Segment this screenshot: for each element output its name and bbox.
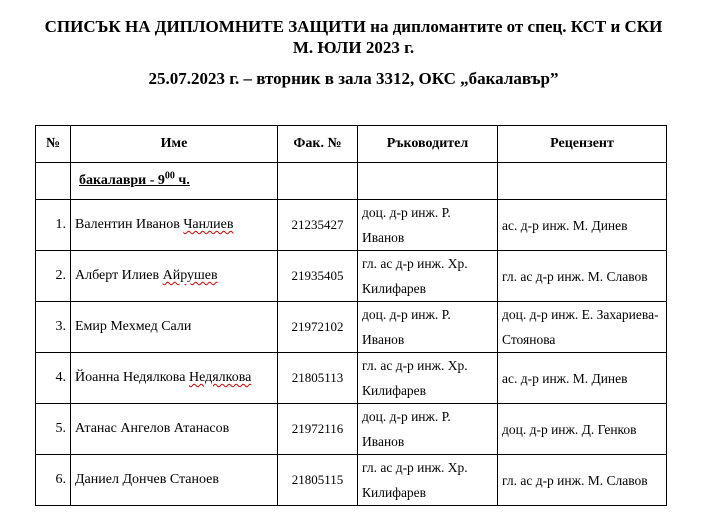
session-date-location: 25.07.2023 г. – вторник в зала 3312, ОКС „бакалавър” <box>148 69 559 88</box>
column-header-reviewer: Рецензент <box>498 126 667 163</box>
faculty-number: 21972116 <box>278 404 358 455</box>
column-header-number: № <box>36 126 71 163</box>
column-header-name: Име <box>71 126 278 163</box>
reviewer: ас. д-р инж. М. Динев <box>498 353 667 404</box>
supervisor: доц. д-р инж. Р. Иванов <box>358 200 498 251</box>
group-empty-cell <box>278 163 358 200</box>
table-row <box>36 455 667 506</box>
table-row <box>36 200 667 251</box>
supervisor: гл. ас д-р инж. Хр. Килифарев <box>358 353 498 404</box>
student-name-text: Йоанна Недялкова <box>75 370 189 385</box>
group-time-minutes: 00 <box>164 170 175 182</box>
student-name-text: Валентин Иванов <box>75 217 184 232</box>
group-empty-cell <box>358 163 498 200</box>
student-name-text: Атанас Ангелов Атанасов <box>75 421 230 436</box>
group-empty-cell <box>36 163 71 200</box>
supervisor: доц. д-р инж. Р. Иванов <box>358 404 498 455</box>
student-name-text: Емир Мехмед Сали <box>75 319 192 334</box>
document-title: СПИСЪК НА ДИПЛОМНИТЕ ЗАЩИТИ на дипломантите от спец. КСТ и СКИ <box>44 17 663 36</box>
spellcheck-flagged-word: Айрушев <box>162 268 218 283</box>
table-row <box>36 404 667 455</box>
table-row <box>36 353 667 404</box>
row-number: 3. <box>36 302 71 353</box>
row-number: 6. <box>36 455 71 506</box>
faculty-number: 21805115 <box>278 455 358 506</box>
group-label-text: бакалаври - 9 <box>79 173 165 188</box>
group-label-cell <box>71 163 278 200</box>
reviewer: гл. ас д-р инж. М. Славов <box>498 251 667 302</box>
student-name <box>71 353 278 404</box>
group-label <box>75 170 190 188</box>
faculty-number: 21935405 <box>278 251 358 302</box>
reviewer: доц. д-р инж. Е. Захариева-Стоянова <box>498 302 667 353</box>
row-number: 1. <box>36 200 71 251</box>
student-name <box>71 251 278 302</box>
spellcheck-flagged-word: Недялкова <box>188 370 252 385</box>
student-name <box>71 200 278 251</box>
group-row <box>36 163 667 200</box>
supervisor: гл. ас д-р инж. Хр. Килифарев <box>358 455 498 506</box>
group-empty-cell <box>498 163 667 200</box>
spellcheck-flagged-word: Чанлиев <box>183 217 234 232</box>
faculty-number: 21805113 <box>278 353 358 404</box>
reviewer: гл. ас д-р инж. М. Славов <box>498 455 667 506</box>
supervisor: доц. д-р инж. Р. Иванов <box>358 302 498 353</box>
reviewer: ас. д-р инж. М. Динев <box>498 200 667 251</box>
row-number: 4. <box>36 353 71 404</box>
faculty-number: 21235427 <box>278 200 358 251</box>
faculty-number: 21972102 <box>278 302 358 353</box>
group-time-suffix: ч. <box>174 173 190 188</box>
column-header-faculty-number: Фак. № <box>278 126 358 163</box>
reviewer: доц. д-р инж. Д. Генков <box>498 404 667 455</box>
student-name <box>71 302 278 353</box>
student-name-text: Алберт Илиев <box>75 268 163 283</box>
row-number: 2. <box>36 251 71 302</box>
student-name <box>71 404 278 455</box>
document-title-period: М. ЮЛИ 2023 г. <box>292 38 415 57</box>
table-header-row <box>36 126 667 163</box>
student-name <box>71 455 278 506</box>
table-row <box>36 251 667 302</box>
row-number: 5. <box>36 404 71 455</box>
defenses-table <box>35 125 667 506</box>
supervisor: гл. ас д-р инж. Хр. Килифарев <box>358 251 498 302</box>
column-header-supervisor: Ръководител <box>358 126 498 163</box>
student-name-text: Даниел Дончев Станоев <box>75 472 219 487</box>
table-row <box>36 302 667 353</box>
